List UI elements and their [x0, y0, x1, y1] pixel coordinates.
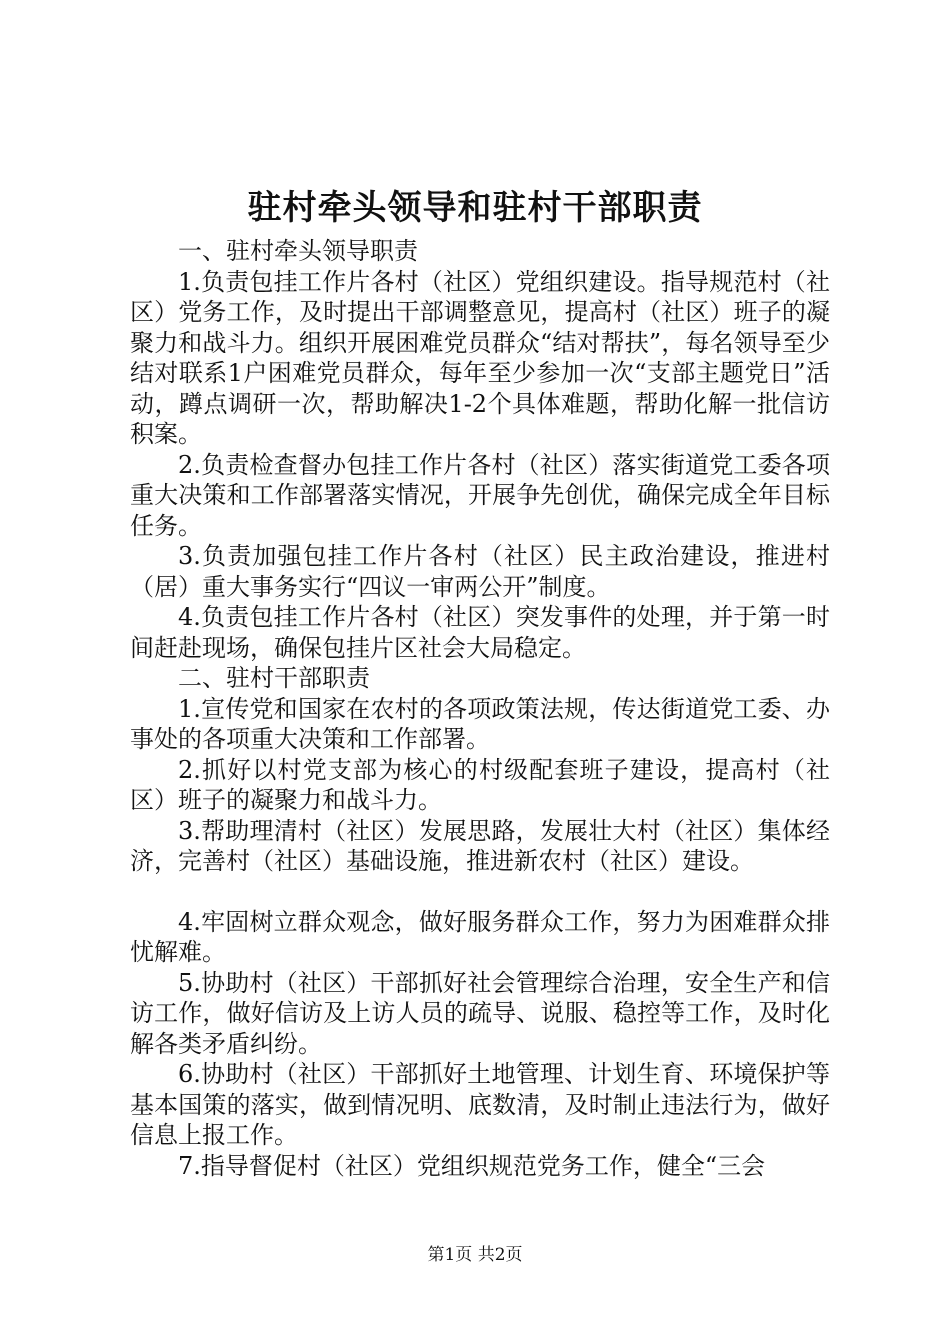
paragraph: 2.抓好以村党支部为核心的村级配套班子建设，提高村（社区）班子的凝聚力和战斗力。 — [130, 755, 830, 814]
paragraph: 5.协助村（社区）干部抓好社会管理综合治理，安全生产和信访工作，做好信访及上访人员的疏导、说服、稳控等工作，及时化解各类矛盾纠纷。 — [130, 968, 830, 1058]
paragraph: 1.负责包挂工作片各村（社区）党组织建设。指导规范村（社区）党务工作，及时提出干部调整意见，提高村（社区）班子的凝聚力和战斗力。组织开展困难党员群众“结对帮扶”，每名领导至少结对联系1户困难党员群众，每年至少参加一次“支部主题党日”活动，蹲点调研一次，帮助解决1-2个具体难题，帮助化解一批信访积案。 — [130, 267, 830, 448]
section-heading-1: 一、驻村牵头领导职责 — [178, 237, 418, 265]
paragraph: 2.负责检查督办包挂工作片各村（社区）落实街道党工委各项重大决策和工作部署落实情况，开展争先创优，确保完成全年目标任务。 — [130, 450, 830, 540]
paragraph: 1.宣传党和国家在农村的各项政策法规，传达街道党工委、办事处的各项重大决策和工作部署。 — [130, 694, 830, 753]
document-body — [130, 236, 830, 1181]
paragraph: 3.帮助理清村（社区）发展思路，发展壮大村（社区）集体经济，完善村（社区）基础设施，推进新农村（社区）建设。 — [130, 816, 830, 875]
paragraph: 7.指导督促村（社区）党组织规范党务工作，健全“三会 — [178, 1151, 766, 1180]
paragraph: 3.负责加强包挂工作片各村（社区）民主政治建设，推进村（居）重大事务实行“四议一审两公开”制度。 — [130, 542, 830, 601]
document-title: 驻村牵头领导和驻村干部职责 — [247, 188, 703, 228]
page-footer: 第1页 共2页 — [427, 1245, 523, 1265]
paragraph: 6.协助村（社区）干部抓好土地管理、计划生育、环境保护等基本国策的落实，做到情况明、底数清，及时制止违法行为，做好信息上报工作。 — [130, 1060, 830, 1149]
paragraph: 4.负责包挂工作片各村（社区）突发事件的处理，并于第一时间赶赴现场，确保包挂片区社会大局稳定。 — [130, 603, 830, 662]
section-heading-2: 二、驻村干部职责 — [178, 664, 370, 692]
paragraph: 4.牢固树立群众观念，做好服务群众工作，努力为困难群众排忧解难。 — [130, 907, 830, 966]
